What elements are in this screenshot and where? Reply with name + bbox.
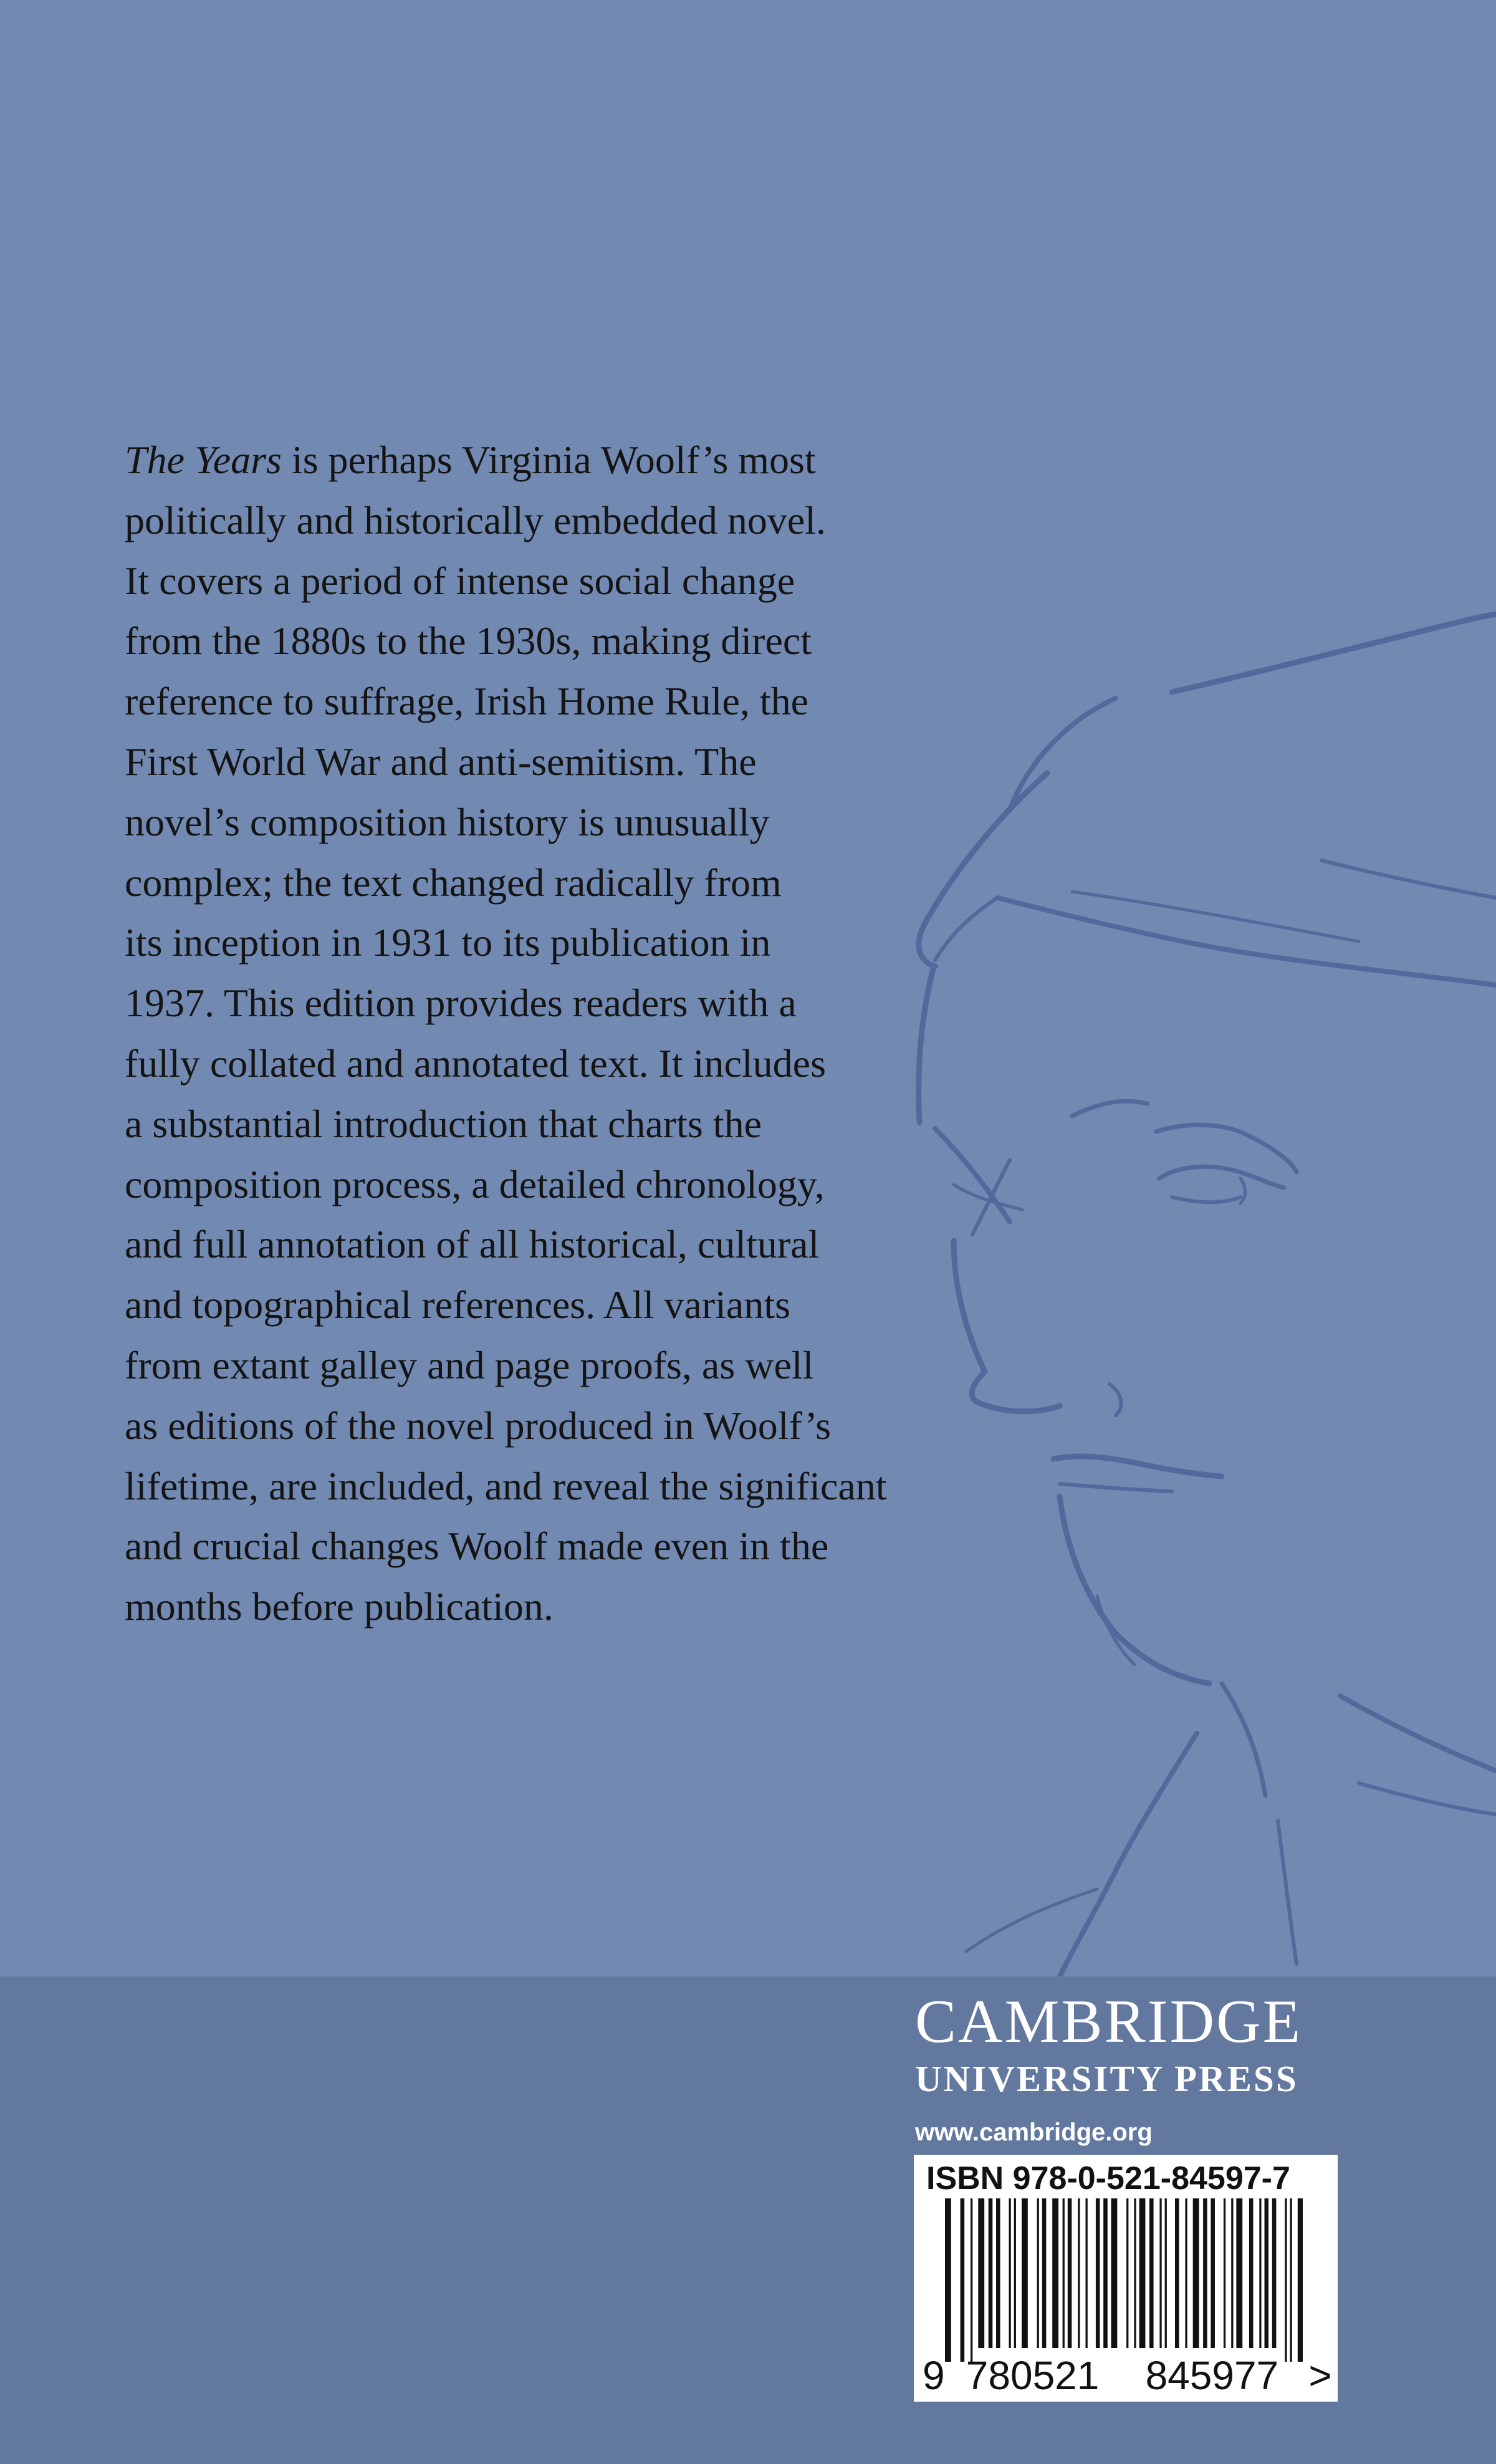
- barcode-bar: [989, 2198, 993, 2348]
- barcode-bar: [1249, 2198, 1254, 2348]
- isbn-label: ISBN 978-0-521-84597-7: [926, 2160, 1290, 2197]
- barcode-bar: [1139, 2198, 1146, 2348]
- barcode-bar: [1086, 2198, 1088, 2348]
- barcode-bar: [1111, 2198, 1118, 2348]
- blurb-line: complex; the text changed radically from: [125, 860, 782, 905]
- barcode-digits: [923, 2353, 1332, 2398]
- barcode-bar: [1231, 2198, 1233, 2348]
- barcode-bar: [1298, 2198, 1303, 2362]
- barcode-bar: [996, 2198, 1000, 2348]
- barcode-bar: [1175, 2198, 1179, 2348]
- barcode-bar: [1224, 2198, 1225, 2348]
- barcode-bar: [1042, 2198, 1047, 2348]
- barcode-bar: [1165, 2198, 1167, 2348]
- barcode-bar: [978, 2198, 984, 2348]
- barcode-bar: [1159, 2198, 1161, 2348]
- blurb-line: reference to suffrage, Irish Home Rule, the: [125, 679, 809, 724]
- blurb-line: and full annotation of all historical, cultural: [125, 1222, 820, 1267]
- barcode-bar: [1193, 2198, 1199, 2348]
- barcode-bar: [1037, 2198, 1039, 2348]
- blurb-line: composition process, a detailed chronology,: [125, 1162, 825, 1206]
- publisher-url: www.cambridge.org: [915, 2119, 1153, 2146]
- blurb-line: First World War and anti-semitism. The: [125, 739, 757, 784]
- barcode-bar: [1103, 2198, 1108, 2348]
- barcode-bar: [1272, 2198, 1277, 2348]
- barcode-bar: [1096, 2198, 1100, 2348]
- barcode-bar: [1259, 2198, 1261, 2348]
- barcode-bar: [945, 2198, 951, 2362]
- barcode-bar: [1290, 2198, 1292, 2362]
- barcode-bar: [1009, 2198, 1011, 2348]
- barcode-bar: [1068, 2198, 1072, 2348]
- barcode-bar: [1265, 2198, 1269, 2348]
- blurb-line: a substantial introduction that charts the: [125, 1101, 762, 1146]
- barcode-bar: [961, 2198, 965, 2362]
- barcode-bar: [1052, 2198, 1058, 2348]
- blurb-line: politically and historically embedded novel.: [125, 498, 827, 542]
- blurb-line: lifetime, are included, and reveal the significant: [125, 1463, 887, 1508]
- publisher-name: CAMBRIDGE: [915, 1988, 1303, 2056]
- blurb-line: its inception in 1931 to its publication in: [125, 920, 771, 965]
- barcode-end-marker: >: [1308, 2353, 1332, 2398]
- barcode-digit-lead: 9: [923, 2353, 945, 2398]
- barcode-bar: [1014, 2198, 1016, 2348]
- blurb-line: from extant galley and page proofs, as well: [125, 1342, 814, 1387]
- blurb-line: novel’s composition history is unusually: [125, 799, 770, 844]
- isbn-barcode: [914, 2155, 1338, 2402]
- blurb-line: and crucial changes Woolf made even in the: [125, 1524, 829, 1569]
- barcode-bars: [924, 2198, 1303, 2362]
- barcode-bar: [1211, 2198, 1215, 2348]
- barcode-bar: [1063, 2198, 1065, 2348]
- barcode-digit-group-2: 845977: [1145, 2353, 1279, 2398]
- barcode-bar: [1236, 2198, 1242, 2348]
- blurb-line: and topographical references. All variants: [125, 1283, 790, 1327]
- barcode-digit-group-1: 780521: [966, 2353, 1100, 2398]
- barcode-bar: [1134, 2198, 1136, 2348]
- publisher-subname: UNIVERSITY PRESS: [915, 2058, 1298, 2099]
- cover-blurb: [125, 430, 954, 1637]
- barcode-bar: [1203, 2198, 1207, 2348]
- blurb-line: months before publication.: [125, 1584, 554, 1629]
- blurb-line: from the 1880s to the 1930s, making direct: [125, 618, 812, 663]
- barcode-bar: [1285, 2198, 1287, 2362]
- blurb-line: as editions of the novel produced in Woolf’s: [125, 1403, 831, 1448]
- blurb-line: It covers a period of intense social change: [125, 558, 795, 603]
- blurb-line: fully collated and annotated text. It includes: [125, 1041, 826, 1085]
- barcode-bar: [1149, 2198, 1154, 2348]
- barcode-bar: [1078, 2198, 1080, 2348]
- blurb-line: 1937. This edition provides readers with a: [125, 981, 797, 1026]
- barcode-bar: [1185, 2198, 1187, 2348]
- publisher-logo: [915, 1988, 1339, 2147]
- book-title-italic: The Years: [125, 438, 282, 482]
- barcode-bar: [971, 2198, 972, 2362]
- barcode-bar: [1022, 2198, 1028, 2348]
- blurb-line: The Years is perhaps Virginia Woolf’s most: [125, 438, 816, 482]
- barcode-bar: [1126, 2198, 1128, 2348]
